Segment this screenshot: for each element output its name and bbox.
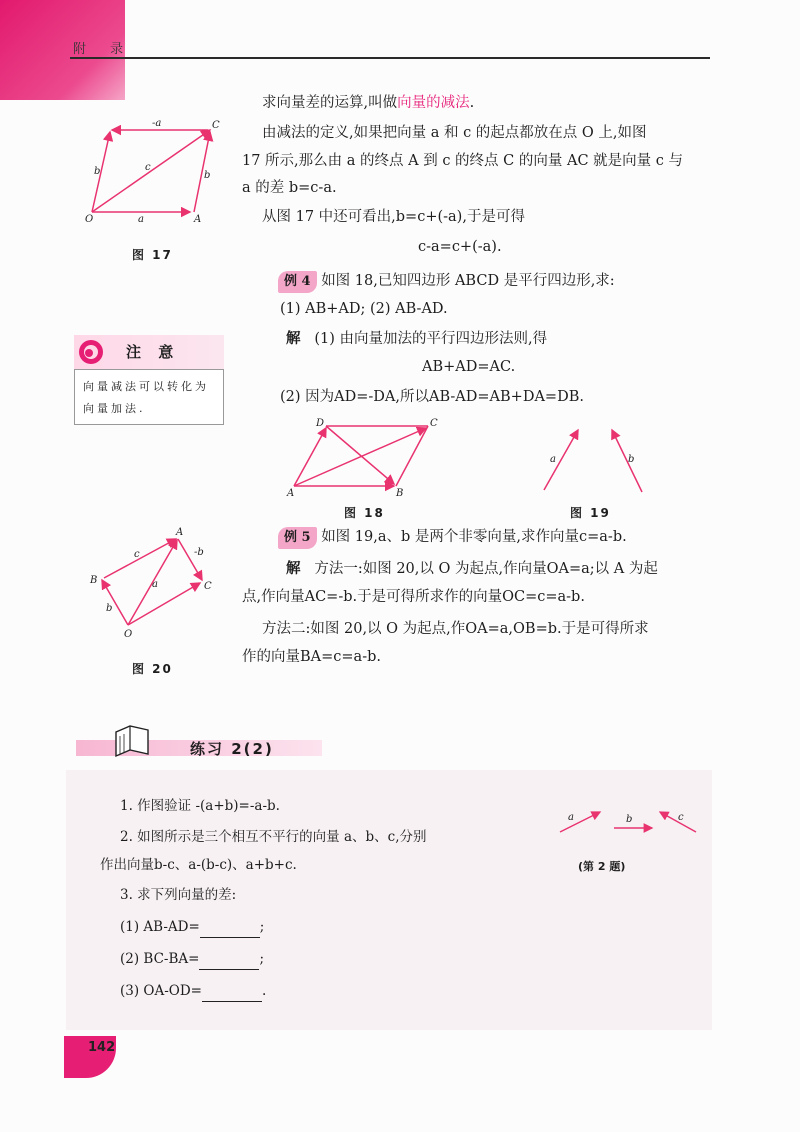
example-5-method-1-line-1: [286, 558, 658, 580]
example-5-solution-label: 解: [286, 561, 301, 577]
practice-q3-3-end: .: [262, 983, 267, 999]
fig19-caption: 图 19: [570, 506, 611, 520]
fig20-label-C: C: [204, 581, 212, 592]
figure-19: [530, 420, 650, 500]
para-definition: [262, 92, 474, 114]
fig17-label-A: A: [194, 214, 202, 225]
fig17-label-neg-a: -a: [152, 118, 162, 129]
figure-20: [88, 525, 218, 640]
practice-q2-line-2: 作出向量b-c、a-(b-c)、a+b+c.: [100, 857, 297, 873]
fig18-label-D: D: [316, 418, 325, 429]
practice-q2-line-1: 2. 如图所示是三个相互不平行的向量 a、b、c,分别: [120, 829, 427, 845]
answer-blank-3[interactable]: [202, 988, 262, 1002]
practice-figure: [556, 800, 706, 840]
practice-q3-2-end: ;: [259, 951, 265, 967]
practice-fig-label-c: c: [678, 812, 684, 823]
note-box: [74, 335, 224, 425]
practice-q3-1: [120, 916, 264, 938]
fig18-caption: 图 18: [344, 506, 385, 520]
fig17-label-C: C: [212, 120, 220, 131]
example-4-badge: 例 4: [278, 271, 317, 293]
note-title: 注 意: [126, 343, 180, 361]
example-4-solution-line-1: [286, 328, 547, 350]
practice-q3-1-end: ;: [259, 919, 265, 935]
para-2-line-3: a 的差 b=c-a.: [242, 180, 337, 196]
note-header: [74, 335, 224, 369]
para-3-line-1: 从图 17 中还可看出,b=c+(-a),于是可得: [262, 209, 525, 225]
definition-suffix: .: [469, 95, 475, 111]
practice-fig-label-a: a: [568, 812, 574, 823]
answer-blank-2[interactable]: [199, 956, 259, 970]
example-5-method-2-line-2: 作的向量BA=c=a-b.: [242, 649, 381, 665]
fig20-label-neg-b: -b: [194, 547, 204, 558]
figure-17: [80, 110, 230, 235]
fig20-label-a: a: [152, 579, 158, 590]
practice-q3: 3. 求下列向量的差:: [120, 887, 237, 903]
note-body: [74, 369, 224, 425]
fig17-label-b-left: b: [94, 166, 101, 177]
figure-18: [284, 416, 454, 501]
example-5-method-2-line-1: 方法二:如图 20,以 O 为起点,作OA=a,OB=b.于是可得所求: [262, 621, 649, 637]
definition-prefix: 求向量差的运算,叫做: [262, 95, 398, 111]
example-5-method-1-line-2: 点,作向量AC=-b.于是可得所求作的向量OC=c=a-b.: [242, 589, 585, 605]
example-4-solution-label: 解: [286, 331, 301, 347]
fig20-label-c: c: [134, 549, 140, 560]
para-3-equation: c-a=c+(-a).: [418, 239, 502, 255]
practice-fig-caption: (第 2 题): [578, 860, 626, 873]
fig20-label-b: b: [106, 603, 113, 614]
answer-blank-1[interactable]: [200, 924, 260, 938]
fig20-label-O: O: [124, 629, 133, 640]
example-4-line-1: [278, 270, 615, 293]
note-text: 向量减法可以转化为向量加法.: [83, 380, 209, 415]
fig19-label-a: a: [550, 454, 556, 465]
fig17-label-c: c: [145, 162, 151, 173]
practice-title: 练习 2(2): [190, 740, 274, 758]
practice-q3-3-text: (3) OA-OD=: [120, 983, 202, 999]
fig20-caption: 图 20: [132, 662, 173, 676]
fig17-label-a: a: [138, 214, 144, 225]
practice-fig-label-b: b: [626, 814, 633, 825]
fig20-label-B: B: [90, 575, 98, 586]
fig18-label-A: A: [287, 488, 295, 499]
practice-q3-3: [120, 980, 266, 1002]
practice-q3-2-text: (2) BC-BA=: [120, 951, 200, 967]
fig18-label-B: B: [396, 488, 404, 499]
page-number: 142: [88, 1040, 116, 1055]
book-icon: [112, 722, 152, 758]
note-swirl-icon: [74, 335, 108, 369]
example-4-question: 如图 18,已知四边形 ABCD 是平行四边形,求:: [321, 273, 615, 289]
fig18-label-C: C: [430, 418, 438, 429]
practice-q3-1-text: (1) AB-AD=: [120, 919, 200, 935]
example-4-solution-equation: AB+AD=AC.: [422, 359, 516, 375]
practice-q3-2: [120, 948, 264, 970]
fig17-label-O: O: [85, 214, 94, 225]
example-5-line-1: [278, 526, 627, 549]
example-4-line-2: (1) AB+AD; (2) AB-AD.: [280, 301, 448, 317]
section-label: 附 录: [73, 42, 134, 57]
fig17-label-b-right: b: [204, 170, 211, 181]
example-5-badge: 例 5: [278, 527, 317, 549]
para-2-line-2: 17 所示,那么由 a 的终点 A 到 c 的终点 C 的向量 AC 就是向量 c 与: [242, 153, 683, 169]
definition-term: 向量的减法: [397, 95, 470, 111]
para-2-line-1: 由减法的定义,如果把向量 a 和 c 的起点都放在点 O 上,如图: [262, 125, 647, 141]
example-4-solution-text: (1) 由向量加法的平行四边形法则,得: [314, 331, 548, 347]
fig20-label-A: A: [176, 527, 184, 538]
example-5-method-1-text: 方法一:如图 20,以 O 为起点,作向量OA=a;以 A 为起: [314, 561, 658, 577]
example-4-solution-line-2: (2) 因为AD=-DA,所以AB-AD=AB+DA=DB.: [280, 389, 584, 405]
example-5-question: 如图 19,a、b 是两个非零向量,求作向量c=a-b.: [321, 529, 627, 545]
practice-q1: 1. 作图验证 -(a+b)=-a-b.: [120, 798, 280, 814]
fig19-label-b: b: [628, 454, 635, 465]
header-rule: [70, 57, 710, 59]
fig17-caption: 图 17: [132, 248, 173, 262]
